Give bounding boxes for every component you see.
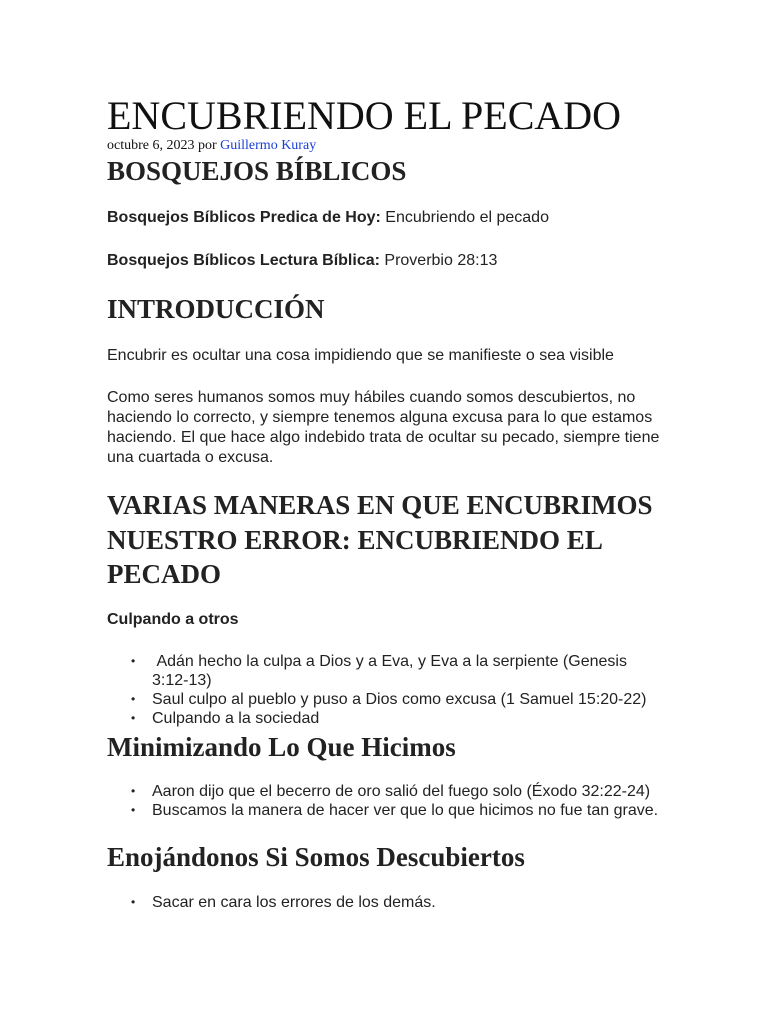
list-item-text: Sacar en cara los errores de los demás. — [152, 894, 436, 911]
bullet-icon: • — [131, 784, 136, 798]
bullet-icon: • — [131, 895, 136, 909]
post-date: octubre 6, 2023 — [107, 138, 195, 153]
lectura-value: Proverbio 28:13 — [384, 252, 498, 269]
list-item-text: Adán hecho la culpa a Dios y a Eva, y Eva a la serpiente (Genesis 3:12-13) — [152, 653, 632, 689]
bullet-icon: • — [131, 803, 136, 817]
heading-bosquejos: BOSQUEJOS BÍBLICOS — [107, 156, 407, 186]
list-item — [107, 690, 667, 709]
list-enojandonos — [107, 893, 667, 912]
list-item — [107, 782, 667, 801]
list-item — [107, 709, 667, 728]
predica-value: Encubriendo el pecado — [385, 209, 549, 226]
list-minimizando — [107, 782, 667, 820]
subheading-culpando — [107, 610, 239, 630]
author-link[interactable]: Guillermo Kuray — [220, 138, 317, 153]
heading-minimizando: Minimizando Lo Que Hicimos — [107, 732, 456, 762]
bullet-icon: • — [131, 711, 136, 725]
page-title: ENCUBRIENDO EL PECADO — [107, 93, 622, 138]
list-item — [107, 801, 667, 820]
heading-varias-maneras: VARIAS MANERAS EN QUE ENCUBRIMOS NUESTRO ERROR: ENCUBRIENDO EL PECADO — [107, 490, 653, 589]
heading-enojandonos: Enojándonos Si Somos Descubiertos — [107, 842, 525, 872]
subheading-culpando-text: Culpando a otros — [107, 611, 239, 628]
lectura-line — [107, 251, 497, 271]
list-item — [107, 893, 667, 912]
list-item-text: Aaron dijo que el becerro de oro salió del fuego solo (Éxodo 32:22-24) — [152, 783, 651, 800]
list-culpando — [107, 652, 667, 728]
lectura-label: Bosquejos Bíblicos Lectura Bíblica: — [107, 252, 380, 269]
bullet-icon: • — [131, 654, 136, 668]
predica-label: Bosquejos Bíblicos Predica de Hoy: — [107, 209, 381, 226]
post-meta — [107, 137, 316, 154]
predica-line — [107, 208, 549, 228]
list-item-text: Culpando a la sociedad — [152, 710, 320, 727]
list-item-text: Saul culpo al pueblo y puso a Dios como excusa (1 Samuel 15:20-22) — [152, 691, 647, 708]
heading-introduccion: INTRODUCCIÓN — [107, 294, 325, 324]
list-item-text: Buscamos la manera de hacer ver que lo que hicimos no fue tan grave. — [152, 802, 659, 819]
list-item — [107, 652, 667, 690]
bullet-icon: • — [131, 692, 136, 706]
intro-paragraph-2: Como seres humanos somos muy hábiles cuando somos descubiertos, no haciendo lo correcto, y siempre tenemos alguna excusa para lo que estamos haciendo. El que hace algo indebido trata de ocultar su pecado, siempre tiene una cuartada o excusa. — [107, 389, 660, 466]
intro-paragraph-1: Encubrir es ocultar una cosa impidiendo que se manifieste o sea visible — [107, 347, 614, 364]
post-by: por — [197, 138, 217, 153]
